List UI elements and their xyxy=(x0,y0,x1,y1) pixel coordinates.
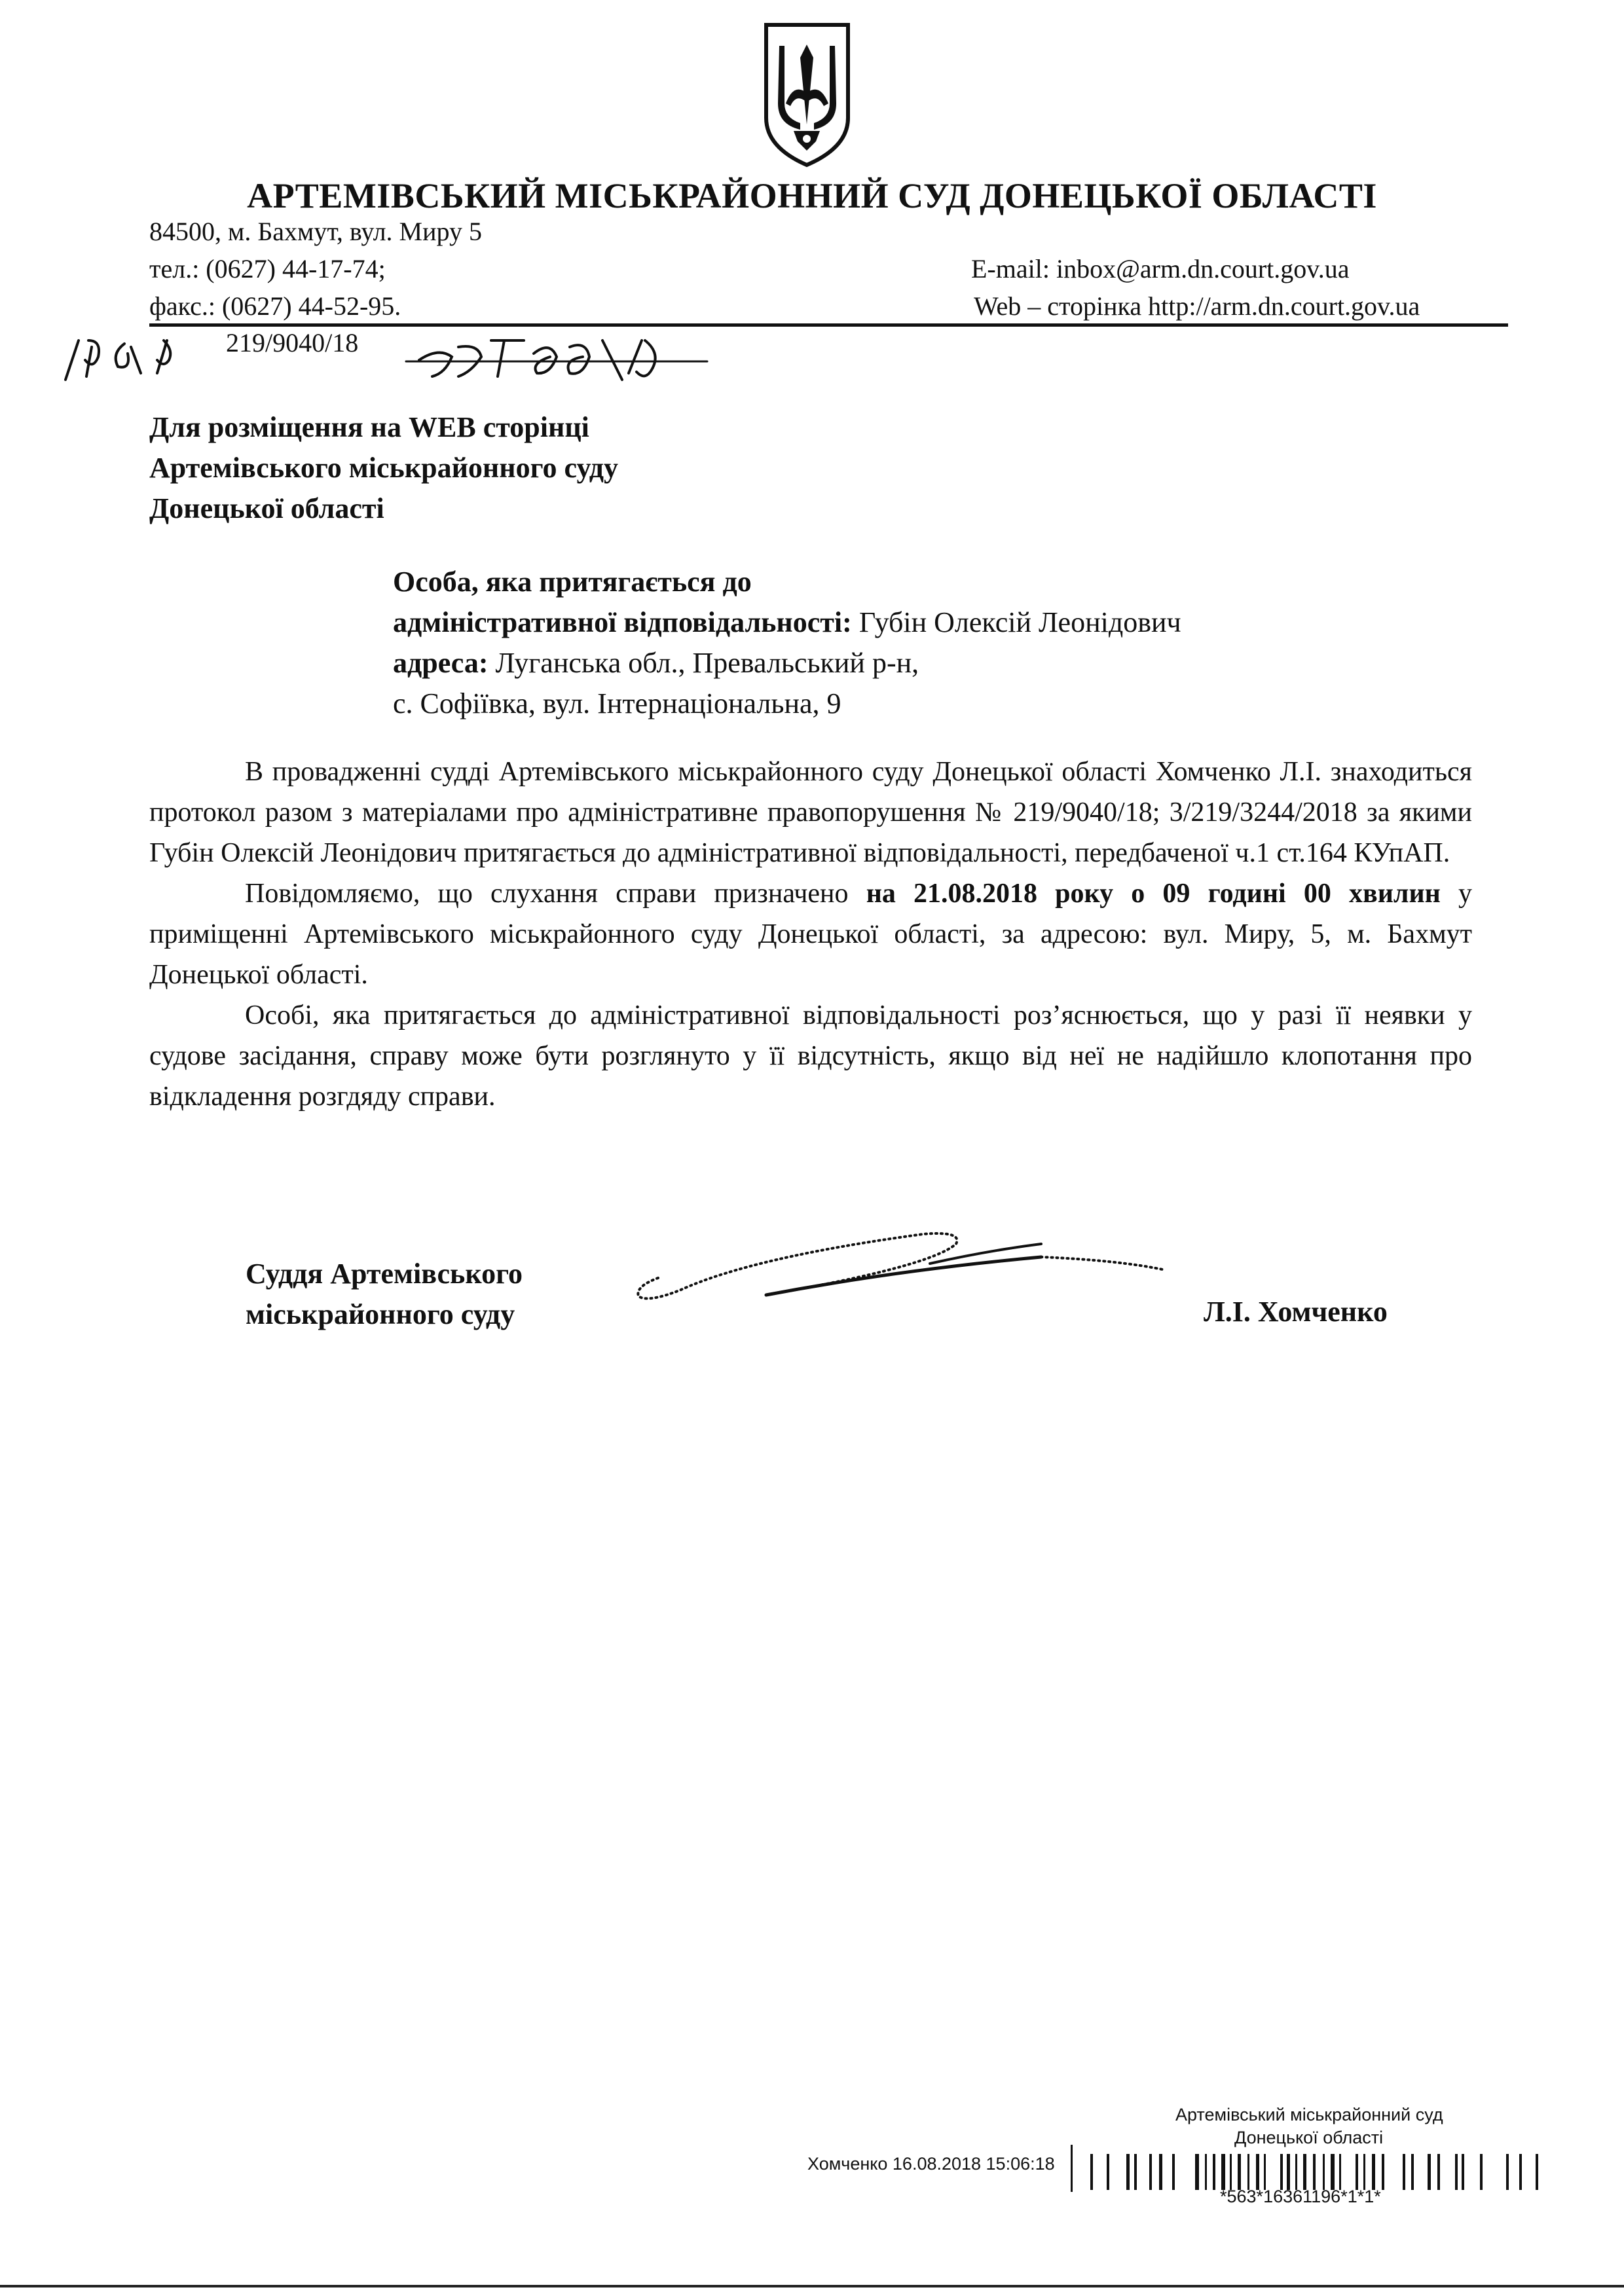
letter-body xyxy=(149,752,1472,1117)
person-label: адміністративної відповідальності: xyxy=(393,606,852,638)
handwritten-registration xyxy=(52,321,740,393)
page-bottom-edge xyxy=(0,2285,1624,2287)
trident-emblem-icon xyxy=(760,20,855,170)
recipient-line: Артемівського міськрайонного суду xyxy=(149,452,618,484)
recipient-line: Донецької області xyxy=(149,492,384,524)
address-line: с. Софіївка, вул. Інтернаціональна, 9 xyxy=(393,687,841,720)
recipient-line: Для розміщення на WEB сторінці xyxy=(149,411,589,443)
registration-number: 219/9040/18 xyxy=(226,328,359,357)
stamp-region: Донецької області xyxy=(1234,2128,1384,2147)
handwritten-signature xyxy=(622,1205,1179,1316)
hearing-date: на 21.08.2018 року о 09 годині 00 хвилин xyxy=(866,879,1441,909)
signer-name: Л.І. Хомченко xyxy=(1204,1296,1388,1328)
address-line: Луганська обл., Превальський р-н, xyxy=(495,647,919,679)
stamp-separator xyxy=(1071,2145,1073,2192)
court-website: Web – сторінка http://arm.dn.court.gov.ua xyxy=(974,291,1420,321)
person-block xyxy=(393,562,1181,724)
address-label: адреса: xyxy=(393,647,489,679)
court-address: 84500, м. Бахмут, вул. Миру 5 xyxy=(149,217,482,246)
body-paragraph: Особі, яка притягається до адміністративної відповідальності роз’яснюється, що у разі її неявки у судове засідання, справу може бути розглянуто у її відсутність, якщо від неї не надійшло клопотання про відкладення розгдяду справи. xyxy=(149,1000,1472,1112)
body-paragraph: Повідомляємо, що слухання справи призначено на 21.08.2018 року о 09 годині 00 хвилин у приміщенні Артемівського міськрайонного суду Донецької області, за адресою: вул. Миру, 5, м. Бахмут Донецької області. xyxy=(149,879,1473,990)
court-phone: тел.: (0627) 44-17-74; xyxy=(149,254,386,283)
court-fax: факс.: (0627) 44-52-95. xyxy=(149,291,401,321)
court-title: АРТЕМІВСЬКИЙ МІСЬКРАЙОННИЙ СУД ДОНЕЦЬКОЇ ОБЛАСТІ xyxy=(247,176,1377,215)
person-label: Особа, яка притягається до xyxy=(393,566,752,598)
signer-title: Суддя Артемівського міськрайонного суду xyxy=(246,1258,523,1330)
recipient-block xyxy=(149,407,618,529)
court-email: E-mail: inbox@arm.dn.court.gov.ua xyxy=(971,254,1350,283)
body-paragraph: В провадженні судді Артемівського міськрайонного суду Донецької області Хомченко Л.І. знаходиться протокол разом з матеріалами про адміністративне правопорушення № 219/9040/18; 3/219/3244/2018 за якими Губін Олексій Леонідович притягається до адміністративної відповідальності, передбаченої ч.1 ст.164 КУпАП. xyxy=(149,757,1472,868)
person-name: Губін Олексій Леонідович xyxy=(858,606,1181,638)
barcode-code: *563*16361196*1*1* xyxy=(1220,2187,1381,2206)
stamp-meta: Хомченко 16.08.2018 15:06:18 xyxy=(807,2154,1055,2174)
stamp-court: Артемівський міськрайонний суд xyxy=(1175,2105,1443,2124)
